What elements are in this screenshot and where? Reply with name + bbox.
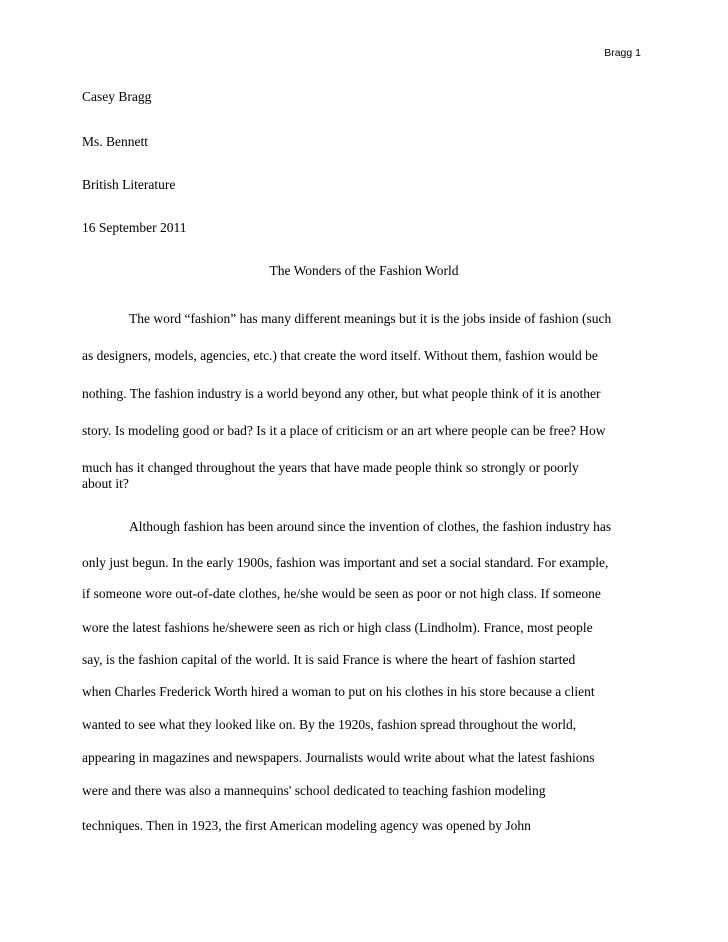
- paragraph-1-line: much has it changed throughout the years that have made people think so strongly or poorly: [82, 460, 579, 475]
- paragraph-1-line: nothing. The fashion industry is a world beyond any other, but what people think of it is another: [82, 386, 601, 401]
- author-name: Casey Bragg: [82, 89, 152, 104]
- paragraph-2-line: techniques. Then in 1923, the first American modeling agency was opened by John: [82, 818, 531, 833]
- paragraph-2-line: if someone wore out-of-date clothes, he/she would be seen as poor or not high class. If someone: [82, 586, 601, 601]
- paragraph-2-line: appearing in magazines and newspapers. Journalists would write about what the latest fashions: [82, 750, 595, 765]
- date-line: 16 September 2011: [82, 220, 187, 235]
- paragraph-2-line: Although fashion has been around since the invention of clothes, the fashion industry has: [129, 519, 612, 534]
- paragraph-2-line: when Charles Frederick Worth hired a woman to put on his clothes in his store because a client: [82, 684, 595, 699]
- paragraph-2-line: wore the latest fashions he/shewere seen as rich or high class (Lindholm). France, most people: [82, 620, 593, 635]
- paragraph-2-line: say, is the fashion capital of the world. It is said France is where the heart of fashion started: [82, 652, 576, 667]
- paragraph-1-line: story. Is modeling good or bad? Is it a place of criticism or an art where people can be free? How: [82, 423, 606, 438]
- paragraph-1-line: The word “fashion” has many different meanings but it is the jobs inside of fashion (such: [129, 311, 612, 326]
- instructor-name: Ms. Bennett: [82, 134, 148, 149]
- paragraph-1-line: as designers, models, agencies, etc.) that create the word itself. Without them, fashion would be: [82, 348, 598, 363]
- paragraph-1-line: about it?: [82, 476, 129, 491]
- course-name: British Literature: [82, 177, 176, 192]
- essay-title: The Wonders of the Fashion World: [269, 263, 459, 278]
- paragraph-2-line: were and there was also a mannequins' school dedicated to teaching fashion modeling: [82, 783, 546, 798]
- paragraph-2-line: wanted to see what they looked like on. By the 1920s, fashion spread throughout the world,: [82, 717, 577, 732]
- running-head: Bragg 1: [604, 47, 641, 59]
- paragraph-2-line: only just begun. In the early 1900s, fashion was important and set a social standard. For example,: [82, 555, 609, 570]
